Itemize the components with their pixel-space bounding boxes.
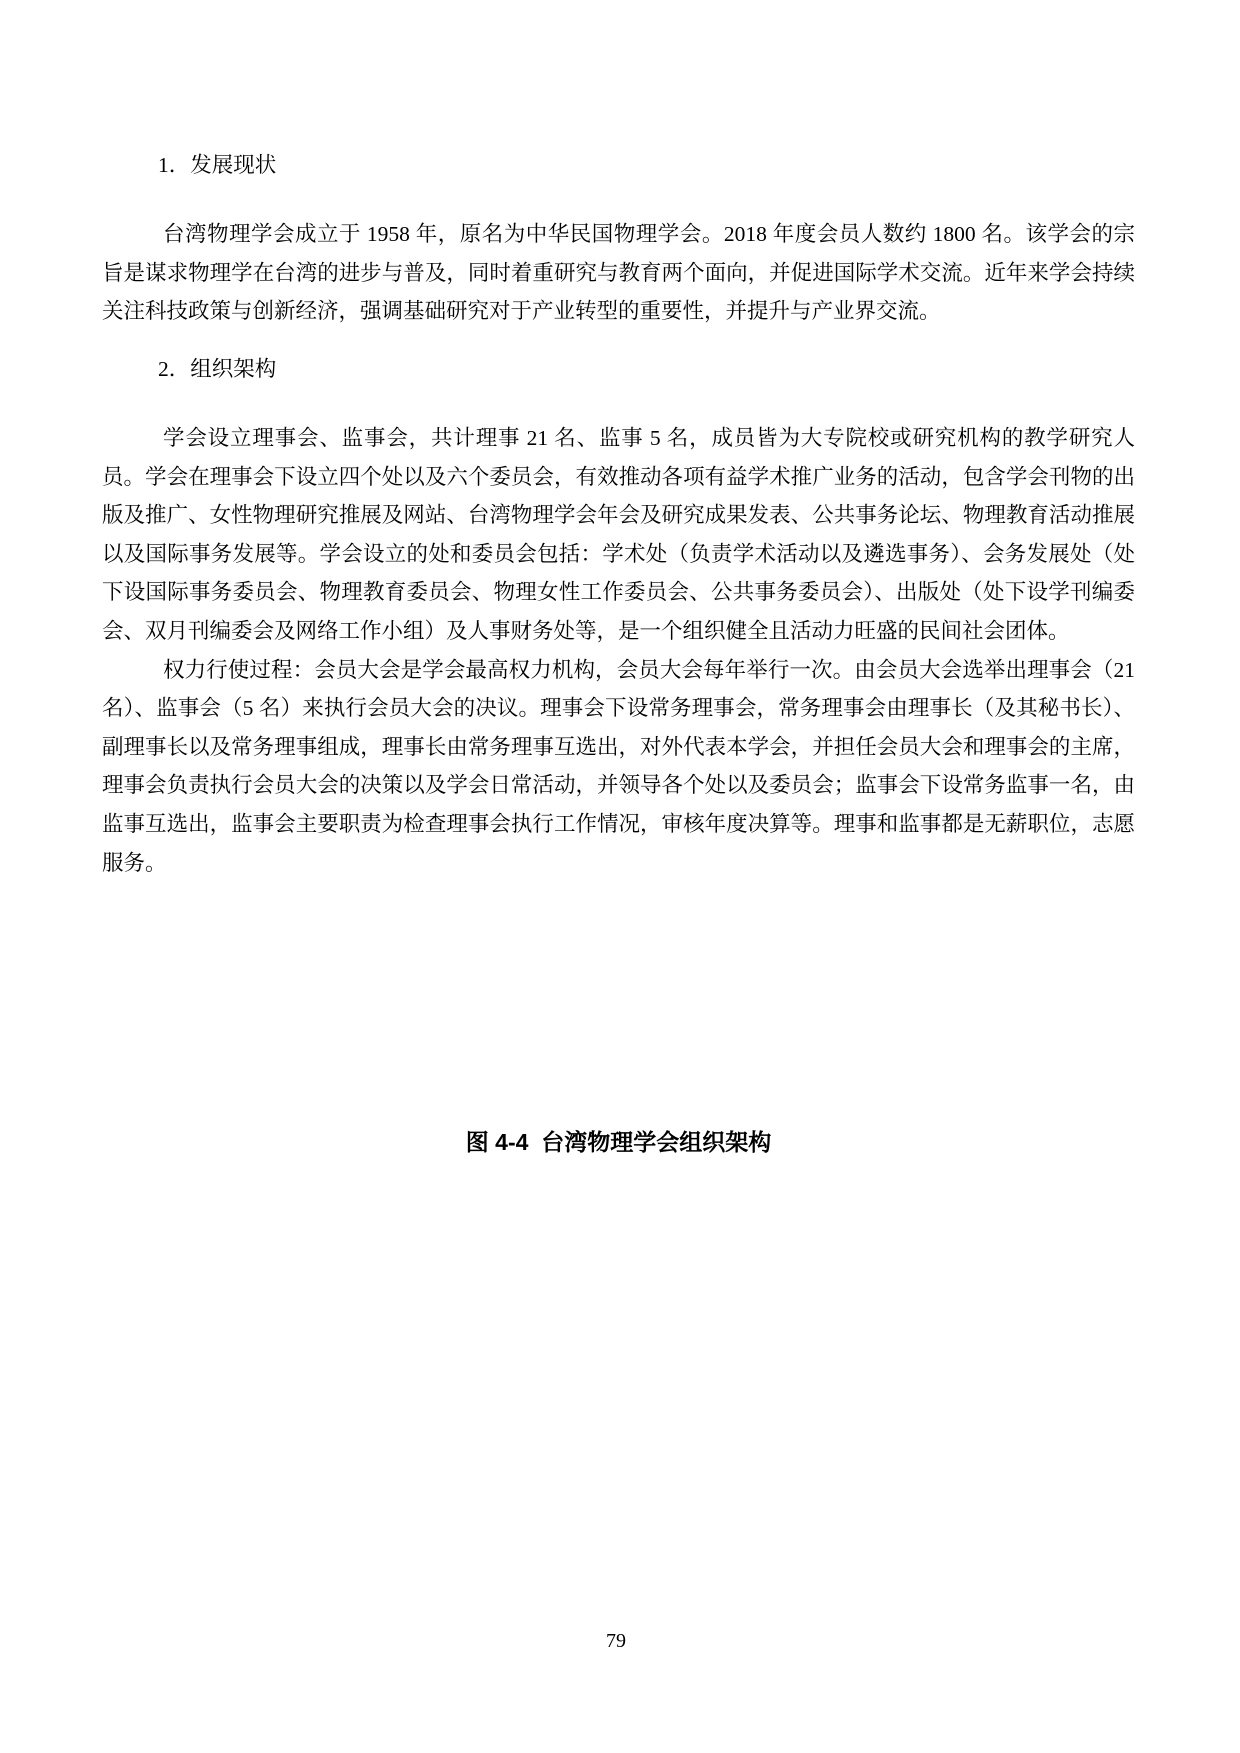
paragraph: 学会设立理事会、监事会，共计理事 21 名、监事 5 名，成员皆为大专院校或研究机构的教学研究人员。学会在理事会下设立四个处以及六个委员会，有效推动各项有益学术推广业务的活动，包含学会刊物的出版及推广、女性物理研究推展及网站、台湾物理学会年会及研究成果发表、公共事务论坛、物理教育活动推展以及国际事务发展等。学会设立的处和委员会包括：学术处（负责学术活动以及遴选事务）、会务发展处（处下设国际事务委员会、物理教育委员会、物理女性工作委员会、公共事务委员会）、出版处（处下设学刊编委会、双月刊编委会及网络工作小组）及人事财务处等，是一个组织健全且活动力旺盛的民间社会团体。 — [102, 426, 1135, 643]
paragraph: 权力行使过程：会员大会是学会最高权力机构，会员大会每年举行一次。由会员大会选举出理事会（21 名）、监事会（5 名）来执行会员大会的决议。理事会下设常务理事会，常务理事会由理事长（及其秘书长）、副理事长以及常务理事组成，理事长由常务理事互选出，对外代表本学会，并担任会员大会和理事会的主席，理事会负责执行会员大会的决策以及学会日常活动，并领导各个处以及委员会；监事会下设常务监事一名，由监事互选出，监事会主要职责为检查理事会执行工作情况，审核年度决算等。理事和监事都是无薪职位，志愿服务。 — [102, 657, 1135, 875]
figure-caption: 图 4-4 台湾物理学会组织架构 — [465, 1129, 772, 1155]
section-heading-organization-structure: 2．组织架构 — [158, 357, 277, 381]
section-2-body — [102, 419, 1135, 882]
section-heading-development-status: 1．发展现状 — [158, 153, 277, 177]
paragraph: 台湾物理学会成立于 1958 年，原名为中华民国物理学会。2018 年度会员人数约 1800 名。该学会的宗旨是谋求物理学在台湾的进步与普及，同时着重研究与教育两个面向，并促进国际学术交流。近年来学会持续关注科技政策与创新经济，强调基础研究对于产业转型的重要性，并提升与产业界交流。 — [102, 222, 1135, 324]
page-number: 79 — [606, 1630, 626, 1652]
section-1-body — [102, 215, 1135, 331]
